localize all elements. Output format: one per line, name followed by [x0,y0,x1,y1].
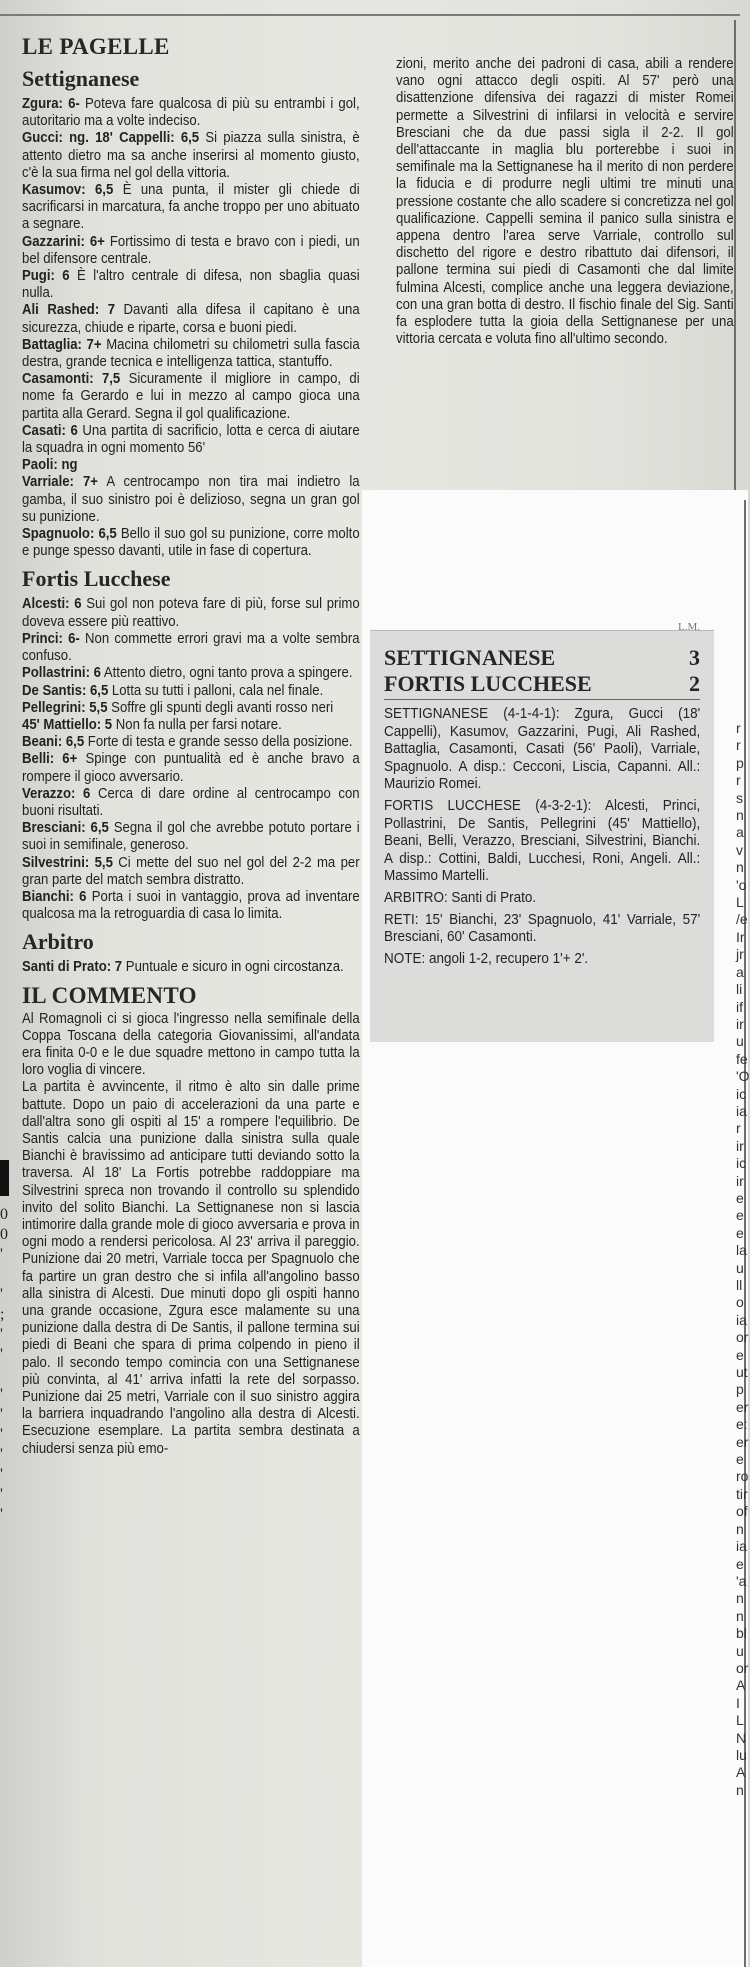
page-title: LE PAGELLE [22,34,170,59]
edge-fragment: e [736,1346,744,1363]
edge-fragment: ' [0,1286,3,1303]
edge-fragment: tir [736,1485,748,1502]
home-lineup: SETTIGNANESE (4-1-4-1): Zgura, Gucci (18' Cappelli), Kasumov, Gazzarini, Pugi, Ali Rashed, Battaglia, Casamonti, Casati (56' Paoli), Varriale, Spagnuolo. A disp.: Cecconi, Liscia, Capanni. All.: Maurizio Romei. [384,706,701,793]
player-rating [22,751,360,785]
player-rating [22,234,360,268]
edge-fragment: or [736,1659,749,1676]
player-name: Bresciani: 6,5 [22,820,109,837]
away-lineup: FORTIS LUCCHESE (4-3-2-1): Alcesti, Princi, Pollastrini, De Santis, Pellegrini (45' Mattiello), Beani, Belli, Verazzo, Bresciani, Silvestrini, Bianchi. A disp.: Cottini, Baldi, Lucchesi, Roni, Angeli. All.: Massimo Martelli. [384,797,701,885]
edge-fragment: ' [0,1446,3,1463]
edge-fragment: ia [736,1102,747,1119]
edge-fragment: e [736,1224,744,1241]
edge-fragment: u [736,1259,744,1276]
edge-fragment: la [736,1242,747,1259]
match-scoreboard [370,621,714,1042]
player-rating [22,889,360,923]
left-edge-fragments [0,1205,12,1525]
commento-paragraph: Al Romagnoli ci si gioca l'ingresso nella semifinale della Coppa Toscana della categoria Giovanissimi, all'andata era finita 0-0 e le due squadre mettono in campo tutta la loro voglia di vincere. [22,1010,360,1079]
edge-fragment: v [736,841,743,858]
edge-fragment: a [736,824,744,841]
player-comment: Cerca di dare ordine al centrocampo con buoni risultati. [22,785,360,819]
player-rating [22,96,360,130]
arbitro-rating: Santi di Prato: 7 Puntuale e sicuro in ogni circostanza. [22,959,344,976]
away-score-row [384,671,700,697]
edge-fragment: li [736,981,743,998]
referee-line: ARBITRO: Santi di Prato. [384,889,537,906]
edge-fragment: ' [0,1406,3,1423]
home-score-row [384,645,700,671]
edge-fragment: ia [736,1538,747,1555]
edge-fragment: n [736,1781,744,1798]
score-divider [384,699,700,700]
away-team: FORTIS LUCCHESE [384,671,592,696]
player-name: Gucci: ng. 18' Cappelli: 6,5 [22,130,200,147]
edge-fragment: L [736,1712,744,1729]
edge-fragment: er [736,1433,749,1450]
player-name: Bianchi: 6 [22,888,87,905]
commento-body [22,1011,360,1458]
player-comment: Sicuramente il migliore in campo, di nome fa Gerardo e lui in mezzo al campo gioca una partita alla Gerard. Segna il gol qualificazione. [22,371,360,422]
edge-fragment: ir [736,1172,744,1189]
right-column [396,56,734,348]
edge-fragment: a [736,963,744,980]
player-name: Varriale: 7+ [22,474,98,491]
edge-fragment: ir [736,1015,744,1032]
edge-fragment: ' [0,1386,3,1403]
edge-fragment: ir [736,1137,744,1154]
player-name: Pugi: 6 [22,268,70,285]
edge-fragment [0,1265,12,1285]
player-rating [22,302,360,336]
edge-fragment: fe [736,1050,748,1067]
player-rating [22,457,360,474]
edge-fragment: e: [736,1416,748,1433]
player-name: Belli: 6+ [22,751,78,768]
player-rating [22,631,360,665]
edge-fragment: I [736,1694,740,1711]
edge-fragment: e [736,1207,744,1224]
player-comment: Si piazza sulla sinistra, è attento dietro ma sa anche inserirsi al momento giusto, c'è la sua firma nel gol della vittoria. [22,130,360,181]
player-rating [22,786,360,820]
player-rating [22,665,360,682]
player-name: Pollastrini: 6 [22,665,101,682]
player-rating [22,700,360,717]
edge-fragment: L [736,894,744,911]
player-comment: Forte di testa e grande sesso della posizione. [84,734,353,751]
player-name: Paoli: ng [22,457,78,474]
settignanese-title: Settignanese [22,66,140,91]
edge-fragment: ' [0,1246,3,1263]
edge-fragment: e [736,1451,744,1468]
column-rule [734,20,736,490]
edge-fragment: ' [0,1486,3,1503]
edge-fragment: ' [0,1506,3,1523]
player-name: De Santis: 6,5 [22,682,109,699]
edge-fragment: Ir [736,928,745,945]
player-comment: Lotta su tutti i palloni, cala nel finale. [108,682,324,699]
player-rating [22,182,360,234]
player-name: Alcesti: 6 [22,596,82,613]
away-score: 2 [689,671,700,696]
home-team: SETTIGNANESE [384,645,556,670]
commento-continuation: zioni, merito anche dei padroni di casa, abili a rendere vano ogni attacco degli ospiti. Al 57' però una disattenzione difensiva dei ragazzi di mister Romei permette a Silvestrini di infilarsi in velocità e servire Bresciani che da due passi sigla il 2-2. Il gol dell'attaccante in maglia blu porterebbe i suoi in semifinale ma la Settignanese ha il merito di non perdere la fiducia e di produrre negli ultimi tre minuti una pressione costante che allo scadere si concretizza nel gol qualificazione. Cappelli semina il panico sulla sinistra e appena dentro l'area serve Varriale, controllo sul dischetto del rigore e destro ribattuto dai difensori, il pallone termina sui piedi di Casamonti che dal limite fulmina Alcesti, complice anche una leggera deviazione, con una gran botta di destro. Il fischio finale del Sig. Santi fa esplodere tutta la gioia della Settignanese per una vittoria cercata e voluta fino all'ultimo secondo. [396,56,734,348]
player-rating [22,474,360,526]
edge-fragment: ut [736,1364,748,1381]
player-rating [22,337,360,371]
player-comment: Fortissimo di testa e bravo con i piedi, un bel difensore centrale. [22,233,360,267]
player-name: Battaglia: 7+ [22,336,102,353]
edge-fragment: n [736,807,744,824]
player-comment: Davanti alla difesa il capitano è una sicurezza, chiude e riparte, corsa e buoni piedi. [22,302,360,336]
left-column [22,28,360,1458]
player-comment: È l'altro centrale di difesa, non sbaglia quasi nulla. [22,268,360,302]
player-comment: Sui gol non poteva fare di più, forse sul primo doveva essere più reattivo. [22,596,360,630]
player-name: Ali Rashed: 7 [22,302,116,319]
edge-fragment: N [736,1729,747,1746]
edge-fragment: p [736,1381,744,1398]
commento-paragraph: La partita è avvincente, il ritmo è alto sin dalle prime battute. Dopo un paio di accelerazioni da una parte e dall'altra sono gli ospiti al 15' a rompere l'equilibrio. De Santis calcia una punizione dalla sinistra sulla quale Bianchi è bravissimo ad anticipare tutti deviando sotto la traversa. Al 18' La Fortis potrebbe raddoppiare ma Silvestrini spreca non trovando il controllo su splendido invito del solito Bianchi. La Settignanese non si lascia intimorire dalla grande mole di gioco avversaria e prova in ogni modo a rendersi pericolosa. Al 23' arriva il pareggio. Punizione dai 20 metri, Varriale tocca per Spagnuolo che fa partire un gran destro che si infila all'angolino basso alla sinistra di Alcesti. Due minuti dopo gli ospiti hanno una grande occasione, Zgura esce malamente su una punizione dalla destra di De Santis, il pallone termina sui piedi di Beani che spara di prima colpendo in pieno il palo. Il secondo tempo comincia con una Settignanese più convinta, al 41' arriva infatti la rete del sorpasso. Punizione dai 25 metri, Varriale con il suo sinistro aggira la barriera inquadrando l'angolino alla destra di Alcesti. Esecuzione esemplare. La partita sembra destinata a chiudersi senza più emo- [22,1079,360,1457]
edge-fragment: r [736,737,741,754]
player-rating [22,683,360,700]
player-name: Princi: 6- [22,630,80,647]
fortis-title: Fortis Lucchese [22,566,171,592]
player-name: Casati: 6 [22,422,78,439]
player-name: Pellegrini: 5,5 [22,699,108,716]
player-rating [22,734,360,751]
edge-fragment: u [736,1033,744,1050]
player-rating [22,820,360,854]
player-comment: Soffre gli spunti degli avanti rosso neri [107,699,334,716]
edge-fragment: n [736,1590,744,1607]
player-rating [22,855,360,889]
player-rating [22,371,360,423]
notes-line: NOTE: angoli 1-2, recupero 1'+ 2'. [384,950,589,967]
player-name: Beani: 6,5 [22,734,85,751]
edge-fragment: n [736,859,744,876]
player-name: Zgura: 6- [22,96,80,112]
player-name: Gazzarini: 6+ [22,233,105,250]
edge-fragment: ' [0,1326,3,1343]
player-comment: Porta i suoi in vantaggio, prova ad inventare qualcosa ma la retroguardia di casa lo limita. [22,888,360,923]
settignanese-ratings [22,96,360,560]
edge-fragment: r [736,720,741,736]
left-edge-tab [0,1160,9,1196]
edge-fragment: p [736,754,744,771]
edge-fragment: 'o [736,876,747,893]
player-comment: Non commette errori gravi ma a volte sembra confuso. [22,630,360,665]
edge-fragment: ll [736,1277,743,1293]
player-comment: Spinge con puntualità ed è anche bravo a rompere il gioco avversario. [22,751,360,785]
edge-fragment: o [736,1294,744,1311]
edge-fragment: ' [0,1346,3,1363]
player-comment: È una punta, il mister gli chiede di sacrificarsi in marcatura, fa anche troppo per uno abituato a segnare. [22,182,360,233]
edge-fragment: A [736,1677,746,1694]
edge-fragment: if [736,998,743,1015]
player-comment: Non fa nulla per farsi notare. [112,716,282,733]
player-rating [22,130,360,182]
edge-fragment: ' [0,1426,3,1443]
player-comment: Attento dietro, ogni tanto prova a spingere. [100,665,353,682]
player-comment: A centrocampo non tira mai indietro la gamba, il suo sinistro poi è delizioso, segna un gran gol su punizione. [22,474,360,525]
edge-fragment: r [736,1120,741,1137]
edge-fragment [0,1365,12,1385]
edge-fragment: er [736,1398,749,1415]
edge-fragment: /e [736,911,748,928]
edge-fragment: 'O [736,1068,750,1085]
player-rating [22,596,360,630]
edge-fragment: r [736,772,741,789]
edge-fragment: ; [0,1306,5,1323]
edge-fragment: ic [736,1085,747,1102]
edge-fragment: 0 [0,1206,8,1223]
player-comment: Poteva fare qualcosa di più su entrambi i gol, autoritario ma a volte indeciso. [22,96,360,130]
player-comment: Macina chilometri su chilometri sulla fascia destra, grande tecnica e intelligenza tattica, stantuffo. [22,336,360,371]
edge-fragment: n [736,1607,744,1624]
fortis-ratings [22,596,360,923]
edge-fragment: lu [736,1746,747,1763]
edge-fragment: 'a [736,1572,747,1589]
edge-fragment: s [736,789,743,806]
player-rating [22,526,360,560]
author-tag: L.M. [678,621,700,633]
edge-fragment: e [736,1189,744,1206]
player-name: Kasumov: 6,5 [22,182,114,199]
player-rating [22,717,360,734]
edge-fragment: ' [0,1466,3,1483]
goals-line: RETI: 15' Bianchi, 23' Spagnuolo, 41' Varriale, 57' Bresciani, 60' Casamonti. [384,911,701,946]
player-comment: Segna il gol che avrebbe potuto portare i suoi in semifinale, generoso. [22,820,360,854]
player-rating [22,423,360,457]
edge-fragment: ro [736,1468,749,1485]
player-name: Verazzo: 6 [22,785,91,802]
edge-fragment: or [736,1329,749,1346]
edge-fragment: 0 [0,1226,8,1243]
home-score: 3 [689,645,700,670]
edge-fragment: bl [736,1625,747,1642]
edge-fragment: A [736,1764,746,1781]
right-edge-fragments [736,720,748,1799]
player-name: 45' Mattiello: 5 [22,716,113,733]
player-name: Silvestrini: 5,5 [22,854,113,871]
top-rule [0,14,740,16]
edge-fragment: u [736,1642,744,1659]
edge-fragment: e [736,1555,744,1572]
player-name: Casamonti: 7,5 [22,371,121,388]
edge-fragment: n [736,1520,744,1537]
player-comment: Una partita di sacrificio, lotta e cerca di aiutare la squadra in ogni momento 56' [22,422,360,457]
edge-fragment: of [736,1503,748,1520]
edge-fragment: ic [736,1155,747,1172]
commento-title: IL COMMENTO [22,982,197,1008]
player-comment: Ci mette del suo nel gol del 2-2 ma per gran parte del match sembra distratto. [22,854,360,888]
player-comment: Bello il suo gol su punizione, corre molto e punge spesso davanti, utile in fase di copertura. [22,526,360,560]
player-name: Spagnuolo: 6,5 [22,526,117,543]
edge-fragment: jr [736,946,744,963]
edge-fragment: ia [736,1311,747,1328]
arbitro-title: Arbitro [22,929,94,955]
player-rating [22,268,360,302]
